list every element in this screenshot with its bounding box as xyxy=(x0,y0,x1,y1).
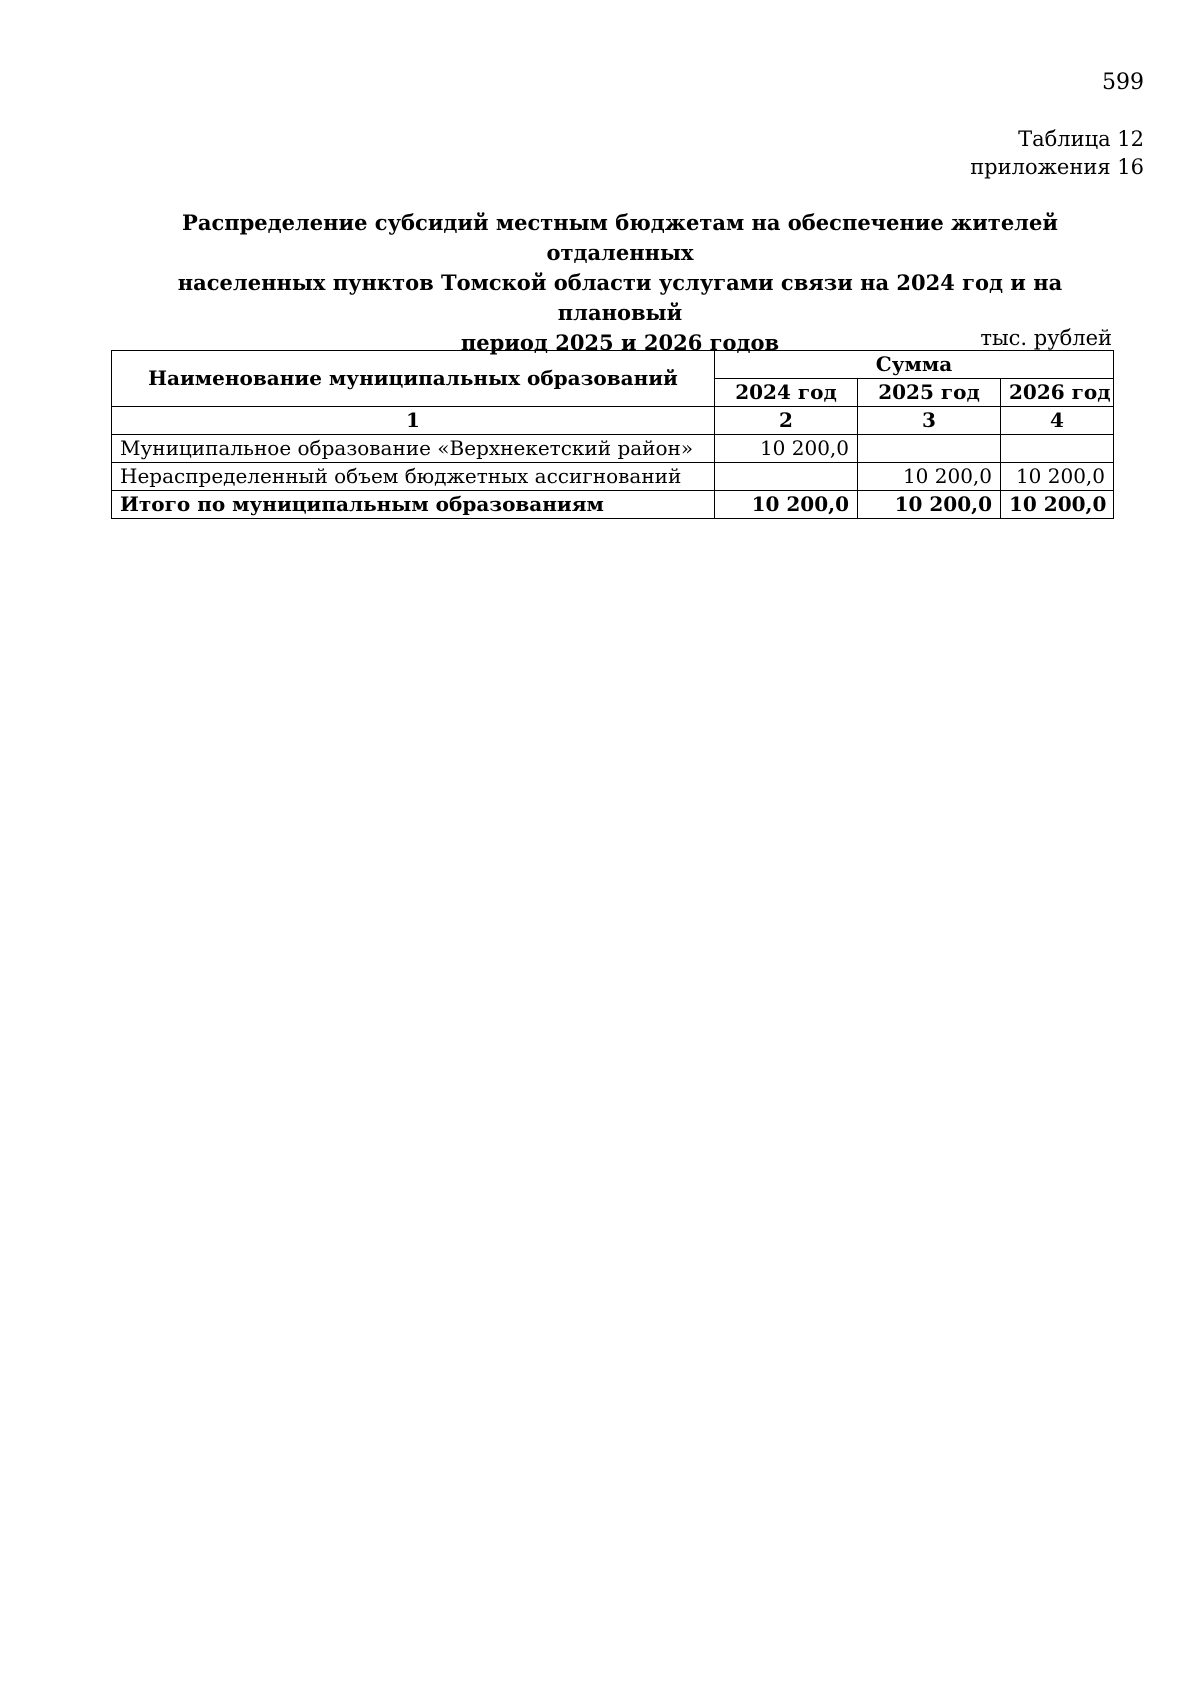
row-name: Нераспределенный объем бюджетных ассигнований xyxy=(112,463,715,491)
header-year-2025: 2025 год xyxy=(858,379,1001,407)
column-numbers-row xyxy=(112,407,1114,435)
total-value-2025: 10 200,0 xyxy=(858,491,1001,519)
subsidy-table xyxy=(111,350,1114,519)
annex-table-number: Таблица 12 xyxy=(1018,127,1144,151)
table-row xyxy=(112,463,1114,491)
units-label: тыс. рублей xyxy=(980,326,1112,350)
row-value-2024: 10 200,0 xyxy=(715,435,858,463)
column-number: 2 xyxy=(715,407,858,435)
table-row xyxy=(112,435,1114,463)
header-row xyxy=(112,351,1114,379)
total-name: Итого по муниципальным образованиям xyxy=(112,491,715,519)
header-year-2026: 2026 год xyxy=(1001,379,1114,407)
annex-appendix-number: приложения 16 xyxy=(970,155,1144,179)
total-row xyxy=(112,491,1114,519)
header-name: Наименование муниципальных образований xyxy=(112,351,715,407)
page-number: 599 xyxy=(1102,70,1144,95)
column-number: 4 xyxy=(1001,407,1114,435)
header-sum: Сумма xyxy=(715,351,1114,379)
row-value-2025 xyxy=(858,435,1001,463)
column-number: 1 xyxy=(112,407,715,435)
annex-reference xyxy=(970,125,1144,181)
header-year-2024: 2024 год xyxy=(715,379,858,407)
total-value-2026: 10 200,0 xyxy=(1001,491,1114,519)
row-name: Муниципальное образование «Верхнекетский район» xyxy=(112,435,715,463)
row-value-2024 xyxy=(715,463,858,491)
row-value-2026 xyxy=(1001,435,1114,463)
title-line-3: период 2025 и 2026 годов xyxy=(460,330,780,355)
row-value-2025: 10 200,0 xyxy=(858,463,1001,491)
row-value-2026: 10 200,0 xyxy=(1001,463,1114,491)
title-line-2: населенных пунктов Томской области услугами связи на 2024 год и на плановый xyxy=(177,270,1063,325)
column-number: 3 xyxy=(858,407,1001,435)
title-line-1: Распределение субсидий местным бюджетам на обеспечение жителей отдаленных xyxy=(182,210,1058,265)
total-value-2024: 10 200,0 xyxy=(715,491,858,519)
document-title xyxy=(120,208,1120,358)
